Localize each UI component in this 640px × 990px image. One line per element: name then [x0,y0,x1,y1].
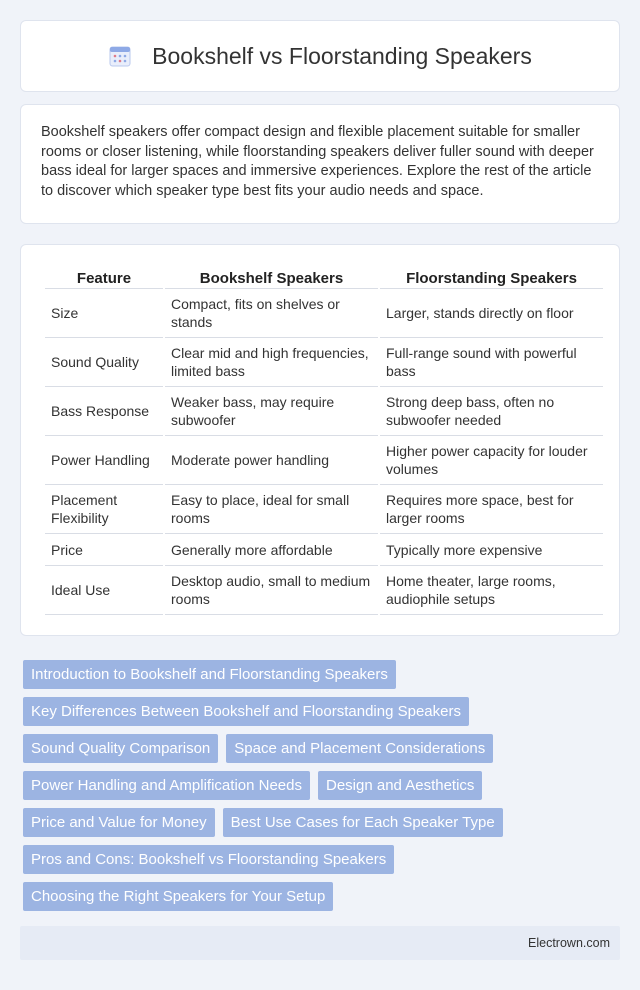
table-cell: Home theater, large rooms, audiophile setups [380,566,603,615]
tag-choosing-speakers[interactable]: Choosing the Right Speakers for Your Setup [23,882,333,911]
table-cell: Larger, stands directly on floor [380,289,603,338]
table-cell: Strong deep bass, often no subwoofer needed [380,387,603,436]
table-cell: Moderate power handling [165,436,378,485]
topic-tags [23,660,623,911]
table-cell: Price [45,534,163,566]
table-cell: Full-range sound with powerful bass [380,338,603,387]
comparison-table [43,265,605,615]
calendar-grid-icon [108,44,132,68]
footer [20,926,620,960]
table-cell: Clear mid and high frequencies, limited bass [165,338,378,387]
tag-design-aesthetics[interactable]: Design and Aesthetics [318,771,482,800]
column-header-feature: Feature [45,265,163,289]
tag-pros-cons[interactable]: Pros and Cons: Bookshelf vs Floorstanding Speakers [23,845,394,874]
table-row [45,289,603,338]
table-cell: Power Handling [45,436,163,485]
tag-best-use-cases[interactable]: Best Use Cases for Each Speaker Type [223,808,503,837]
header-card [20,20,620,92]
table-row [45,566,603,615]
table-cell: Compact, fits on shelves or stands [165,289,378,338]
table-cell: Weaker bass, may require subwoofer [165,387,378,436]
comparison-table-card [20,244,620,636]
table-cell: Bass Response [45,387,163,436]
table-cell: Size [45,289,163,338]
table-cell: Generally more affordable [165,534,378,566]
tag-sound-quality[interactable]: Sound Quality Comparison [23,734,218,763]
column-header-bookshelf: Bookshelf Speakers [165,265,378,289]
table-cell: Typically more expensive [380,534,603,566]
table-cell: Higher power capacity for louder volumes [380,436,603,485]
tag-power-handling[interactable]: Power Handling and Amplification Needs [23,771,310,800]
tag-price-value[interactable]: Price and Value for Money [23,808,215,837]
table-cell: Sound Quality [45,338,163,387]
page-title: Bookshelf vs Floorstanding Speakers [152,42,532,69]
tag-space-placement[interactable]: Space and Placement Considerations [226,734,493,763]
tag-introduction[interactable]: Introduction to Bookshelf and Floorstanding Speakers [23,660,396,689]
table-row [45,436,603,485]
title-wrap [108,43,532,70]
table-row [45,338,603,387]
table-row [45,387,603,436]
footer-brand: Electrown.com [528,936,610,950]
table-row [45,534,603,566]
intro-paragraph: Bookshelf speakers offer compact design and flexible placement suitable for smaller rooms or closer listening, while floorstanding speakers deliver fuller sound with deeper bass ideal for larger spaces and immersive experiences. Explore the rest of the article to discover which speaker type best fits your audio needs and space. [41,124,594,199]
table-cell: Easy to place, ideal for small rooms [165,485,378,534]
table-cell: Placement Flexibility [45,485,163,534]
table-cell: Ideal Use [45,566,163,615]
tag-key-differences[interactable]: Key Differences Between Bookshelf and Floorstanding Speakers [23,697,469,726]
table-header-row [45,265,603,289]
intro-card [20,104,620,224]
table-cell: Desktop audio, small to medium rooms [165,566,378,615]
column-header-floorstanding: Floorstanding Speakers [380,265,603,289]
table-row [45,485,603,534]
table-cell: Requires more space, best for larger rooms [380,485,603,534]
